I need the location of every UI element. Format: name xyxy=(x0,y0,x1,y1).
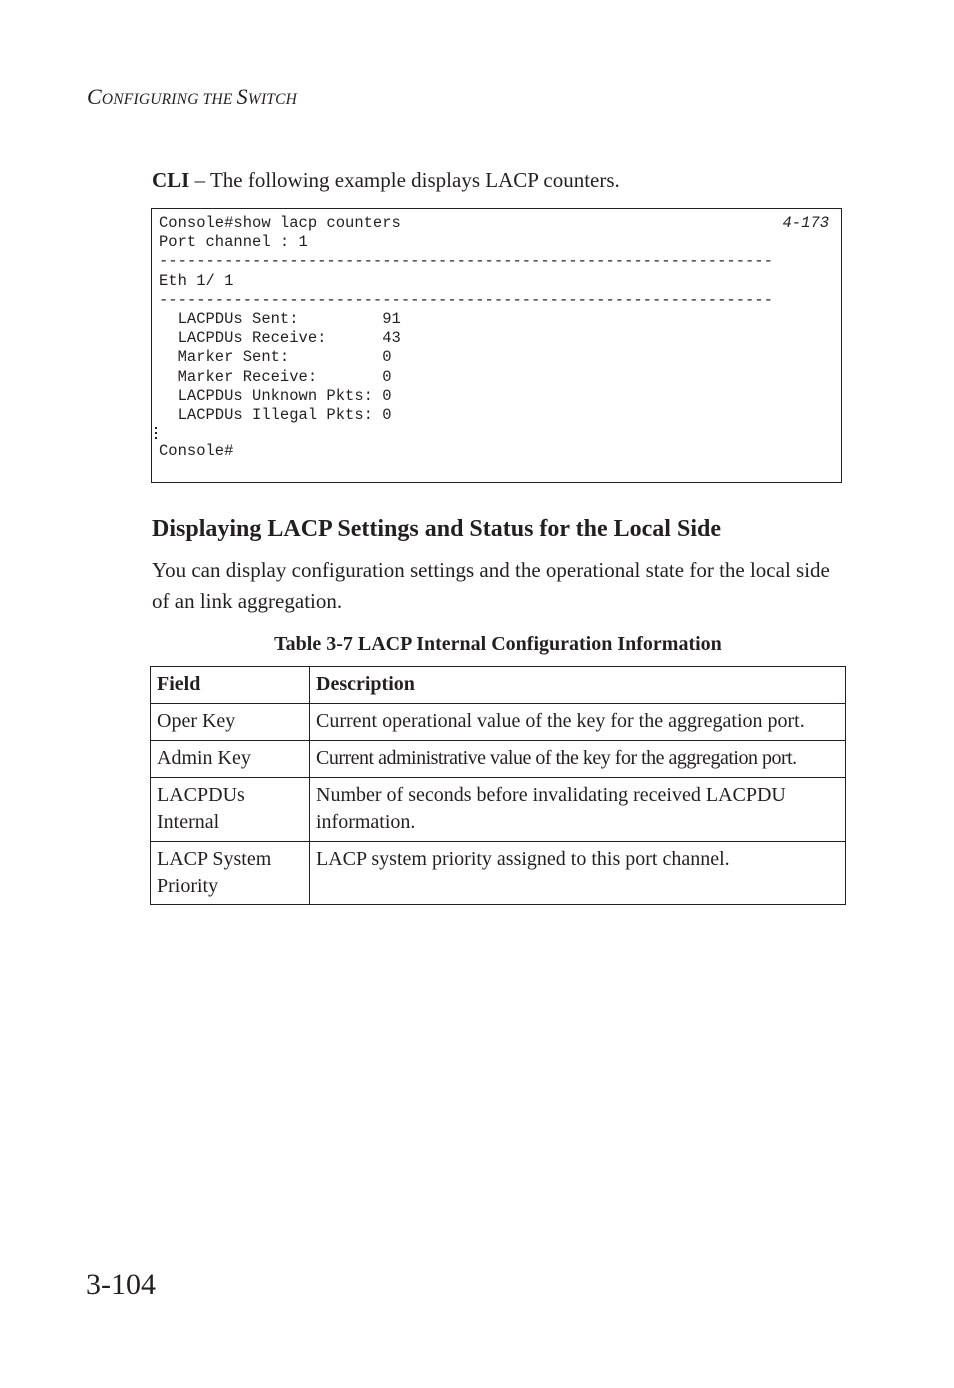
header-field: Field xyxy=(151,667,310,704)
table-cell-field: LACPDUs Internal xyxy=(151,778,310,842)
running-head xyxy=(87,84,297,110)
section-body-text: You can display configuration settings and the operational state for the local side of an link aggregation. xyxy=(152,558,830,613)
table-cell-description: Number of seconds before invalidating received LACPDU information. xyxy=(310,778,846,842)
table-row xyxy=(151,778,846,842)
cli-label: CLI xyxy=(152,168,190,192)
section-heading: Displaying LACP Settings and Status for the Local Side xyxy=(152,516,721,542)
code-lines-bottom: Console# xyxy=(159,442,234,461)
table-header-row xyxy=(151,667,846,704)
vertical-ellipsis-icon xyxy=(155,427,159,439)
cli-intro-text: – The following example displays LACP counters. xyxy=(189,168,620,192)
table-cell-description: LACP system priority assigned to this port channel. xyxy=(310,842,846,905)
table-cell-field: Oper Key xyxy=(151,704,310,741)
running-head-smallcaps-1: ONFIGURING THE xyxy=(101,91,237,108)
table-cell-description: Current operational value of the key for the aggregation port. xyxy=(310,704,846,741)
table-cell-description: Current administrative value of the key for the aggregation port. xyxy=(310,741,846,778)
table-row xyxy=(151,741,846,778)
page-number: 3-104 xyxy=(86,1268,156,1301)
lacp-internal-config-table xyxy=(150,666,846,905)
code-lines-top: Console#show lacp counters Port channel : 1 ------------------------------------------------------------------ Eth 1/ 1 ------------------------------------------------------------------ LACPDUs Sent: 91 LACPDUs Receive: 43 Marker Sent: 0 Marker Receive: 0 LACPDUs Unknown Pkts: 0 LACPDUs Illegal Pkts: 0 xyxy=(159,214,773,425)
table-row xyxy=(151,842,846,905)
cli-intro xyxy=(152,168,620,193)
table-caption: Table 3-7 LACP Internal Configuration Information xyxy=(274,633,722,655)
table-row xyxy=(151,704,846,741)
running-head-initial-s: S xyxy=(236,84,248,109)
command-reference: 4-173 xyxy=(782,214,829,232)
table-cell-field: LACP System Priority xyxy=(151,842,310,905)
header-description: Description xyxy=(310,667,846,704)
running-head-smallcaps-2: WITCH xyxy=(247,91,298,108)
running-head-initial-c: C xyxy=(87,84,102,109)
code-example-box xyxy=(151,208,842,483)
table-cell-field: Admin Key xyxy=(151,741,310,778)
